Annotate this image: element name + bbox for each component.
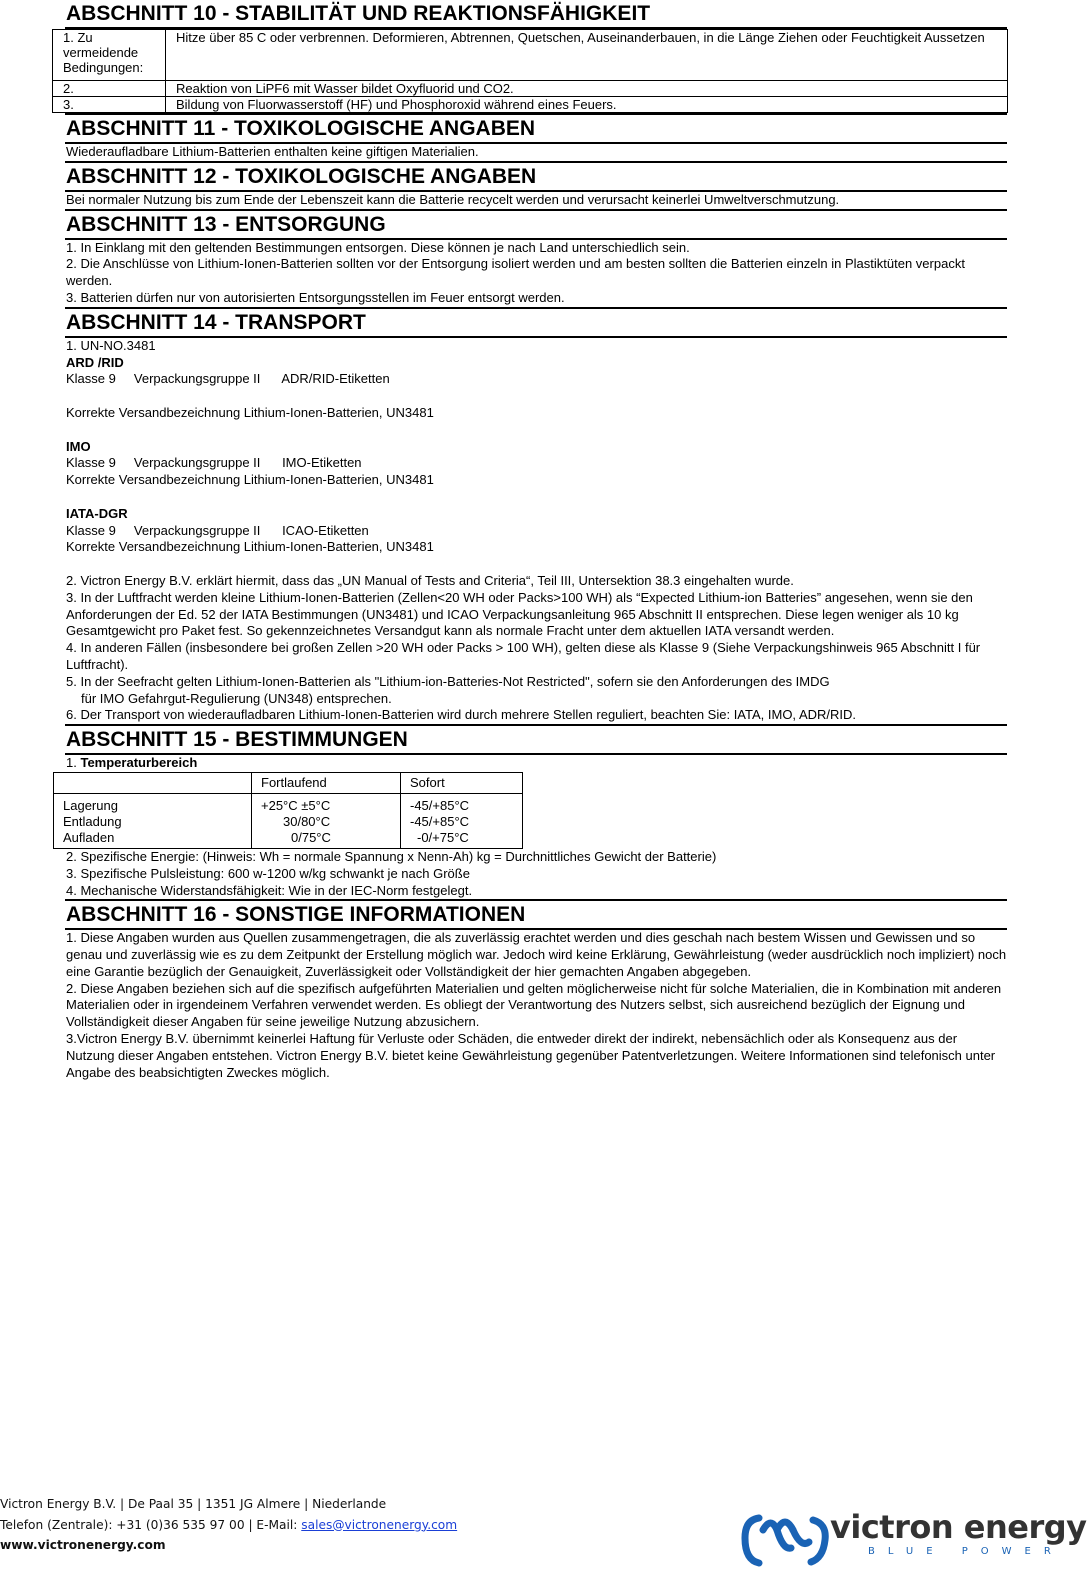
section-15-title: ABSCHNITT 15 - BESTIMMUNGEN [65,724,1007,755]
un-number: 1. UN-NO.3481 [66,337,156,353]
temperature-table [53,772,523,849]
info-paragraph-1: 1. Diese Angaben wurden aus Quellen zusammengetragen, die als zuverlässig erachtet werden und dies geschah nach bestem Wissen und Gewissen und so genau und zuverlässig wie es zu dem Zeitpunkt der Erstellung möglich war. Jedoch wird keine Erklärung, Gewährleistung (weder ausdrücklich noch impliziert) noch eine Garantie bezüglich der Genauigkeit, Zuverlässigkeit oder Vollständigkeit der hier gemachten Angaben abgegeben. [66,930,1007,979]
transport-paragraph-6: 6. Der Transport von wiederaufladbaren Lithium-Ionen-Batterien wird durch mehrere Stellen reguliert, beachten Sie: IATA, IMO, ADR/RID. [66,707,856,723]
section-16-title: ABSCHNITT 16 - SONSTIGE INFORMATIONEN [65,899,1007,930]
table-header-empty [54,772,252,793]
table-row [53,30,1008,81]
victron-logo [737,1508,1087,1578]
row-label-discharge: Entladung [63,813,122,829]
list-item: 4. Mechanische Widerstandsfähigkeit: Wie in der IEC-Norm festgelegt. [66,882,473,898]
value-cell: -45/+85°C [410,797,470,813]
ard-heading: ARD /RID [66,354,124,370]
section-10-title: ABSCHNITT 10 - STABILITÄT UND REAKTIONSFÄHIGKEIT [65,0,1007,29]
imo-class-line: Klasse 9 Verpackungsgruppe II IMO-Etiketten [66,455,362,471]
table-header-row [54,772,523,793]
section-11-title: ABSCHNITT 11 - TOXIKOLOGISCHE ANGABEN [65,113,1007,144]
instant-values [401,793,523,848]
row-label-storage: Lagerung [63,797,118,813]
section-14-title: ABSCHNITT 14 - TRANSPORT [65,307,1007,338]
footer [0,1494,457,1556]
condition-text: Reaktion von LiPF6 mit Wasser bildet Oxyfluorid und CO2. [166,81,1008,97]
table-row [53,81,1008,97]
table-header-continuous: Fortlaufend [252,772,401,793]
value-cell: 0/75°C [291,829,331,845]
ard-shipping-name: Korrekte Versandbezeichnung Lithium-Ionen-Batterien, UN3481 [66,404,434,420]
imo-shipping-name: Korrekte Versandbezeichnung Lithium-Ionen-Batterien, UN3481 [66,472,434,488]
list-item: 3. Batterien dürfen nur von autorisierten Entsorgungsstellen im Feuer entsorgt werden. [66,289,565,305]
condition-label: 3. [53,97,166,113]
transport-paragraph-3: 3. In der Luftfracht werden kleine Lithium-Ionen-Batterien (Zellen<20 WH oder Packs>100 WH) als “Expected Lithium-ion Batteries” angesehen, wenn sie den Anforderungen der Ed. 52 der IATA Bestimmungen (UN3481) und ICAO Verpackungsanleitung 965 Abschnitt II entsprechen. Diese legen weniger als 10 kg Gesamtgewicht pro Paket fest. So gekennzeichnetes Versandgut kann als normale Fracht unter dem aktuellen IATA versandt werden. [66,589,973,639]
victron-wave-icon [737,1508,829,1570]
section-13-body [65,240,1007,307]
condition-text: Hitze über 85 C oder verbrennen. Deformieren, Abtrennen, Quetschen, Auseinanderbauen, in die Länge Ziehen oder Feuchtigkeit Aussetzen [166,30,1008,81]
list-item: 2. Die Anschlüsse von Lithium-Ionen-Batterien sollten vor der Entsorgung isoliert werden und am besten sollten die Batterien einzeln in Plastiktüten verpackt werden. [66,256,965,289]
list-item: 1. In Einklang mit den geltenden Bestimmungen entsorgen. Diese können je nach Land unterschiedlich sein. [66,239,690,255]
transport-paragraph-2: 2. Victron Energy B.V. erklärt hiermit, dass das „UN Manual of Tests and Criteria“, Teil III, Untersektion 38.3 eingehalten wurde. [66,572,794,588]
section-15-notes [65,849,1007,899]
section-16-body [65,930,1007,1081]
iata-class-line: Klasse 9 Verpackungsgruppe II ICAO-Etiketten [66,522,369,538]
table-row [53,97,1008,113]
temperature-range-heading: 1. Temperaturbereich [66,755,198,771]
value-cell: -0/+75°C [417,829,469,845]
condition-label: 2. [53,81,166,97]
section-12-text: Bei normaler Nutzung bis zum Ende der Lebenszeit kann die Batterie recycelt werden und verursacht keinerlei Umweltverschmutzung. [66,191,840,207]
section-11-text: Wiederaufladbare Lithium-Batterien enthalten keine giftigen Materialien. [66,144,479,159]
transport-paragraph-5: 5. In der Seefracht gelten Lithium-Ionen-Batterien als "Lithium-ion-Batteries-Not Restricted", sofern sie den Anforderungen des IMDG [66,673,830,689]
list-item: 3. Spezifische Pulsleistung: 600 w-1200 w/kg schwankt je nach Größe [66,865,470,881]
temperature-range-label: Temperaturbereich [80,755,198,771]
table-row [54,793,523,848]
transport-paragraph-4: 4. In anderen Fällen (insbesondere bei großen Zellen >20 WH oder Packs > 100 WH), gelten diese als Klasse 9 (Siehe Verpackungshinweis 965 Abschnitt I für Luftfracht). [66,640,981,672]
section-14-body [65,338,1007,724]
section-13-title: ABSCHNITT 13 - ENTSORGUNG [65,209,1007,240]
info-paragraph-3: 3.Victron Energy B.V. übernimmt keinerlei Haftung für Verluste oder Schäden, die entweder direkt der indirekt, nebensächlich oder als Konsequenz aus der Nutzung dieser Angaben entstehen. Victron Energy B.V. bietet keine Gewährleistung gegenüber Patentverletzungen. Weitere Informationen sind telefonisch unter Angabe des beabsichtigten Zweckes möglich. [66,1031,996,1080]
list-item: 2. Spezifische Energie: (Hinweis: Wh = normale Spannung x Nenn-Ah) kg = Durchnittliches Gewicht der Batterie) [66,848,717,864]
logo-tagline: BLUE POWER [868,1546,1064,1557]
continuous-values [252,793,401,848]
ard-class-line: Klasse 9 Verpackungsgruppe II ADR/RID-Etiketten [66,371,390,387]
info-paragraph-2: 2. Diese Angaben beziehen sich auf die spezifisch aufgeführten Materialien und gelten möglicherweise nicht für solche Materialien, die in Kombination mit anderen Materialien oder in irgendeinem Verfahren verwendet werden. Es obliegt der Verantwortung des Nutzers selbst, sich ausreichend bezüglich der Eignung und Vollständigkeit dieser Angaben für seine jeweilige Nutzung abzusichern. [66,980,1002,1030]
footer-website[interactable]: www.victronenergy.com [0,1538,166,1552]
condition-label: 1. Zu vermeidende Bedingungen: [53,30,166,81]
imo-heading: IMO [66,438,91,454]
condition-text: Bildung von Fluorwasserstoff (HF) und Phosphoroxid während eines Feuers. [166,97,1008,113]
value-cell: 30/80°C [283,813,331,829]
section-12-title: ABSCHNITT 12 - TOXIKOLOGISCHE ANGABEN [65,161,1007,192]
value-cell: -45/+85°C [410,813,470,829]
section-10-table [52,29,1008,113]
table-header-instant: Sofort [401,772,523,793]
footer-address: Victron Energy B.V. | De Paal 35 | 1351 JG Almere | Niederlande [0,1497,387,1511]
row-labels [54,793,252,848]
row-label-charge: Aufladen [63,829,115,845]
footer-contact: Telefon (Zentrale): +31 (0)36 535 97 00 | E-Mail: sales@victronenergy.com [0,1517,458,1532]
value-cell: +25°C ±5°C [261,797,331,813]
iata-heading: IATA-DGR [66,505,128,521]
logo-wordmark: victron energy [830,1508,1087,1546]
iata-shipping-name: Korrekte Versandbezeichnung Lithium-Ionen-Batterien, UN3481 [66,539,434,555]
transport-paragraph-5-cont: für IMO Gefahrgut-Regulierung (UN348) entsprechen. [81,690,392,706]
email-link[interactable]: sales@victronenergy.com [301,1517,458,1532]
document-body [65,0,1007,1081]
